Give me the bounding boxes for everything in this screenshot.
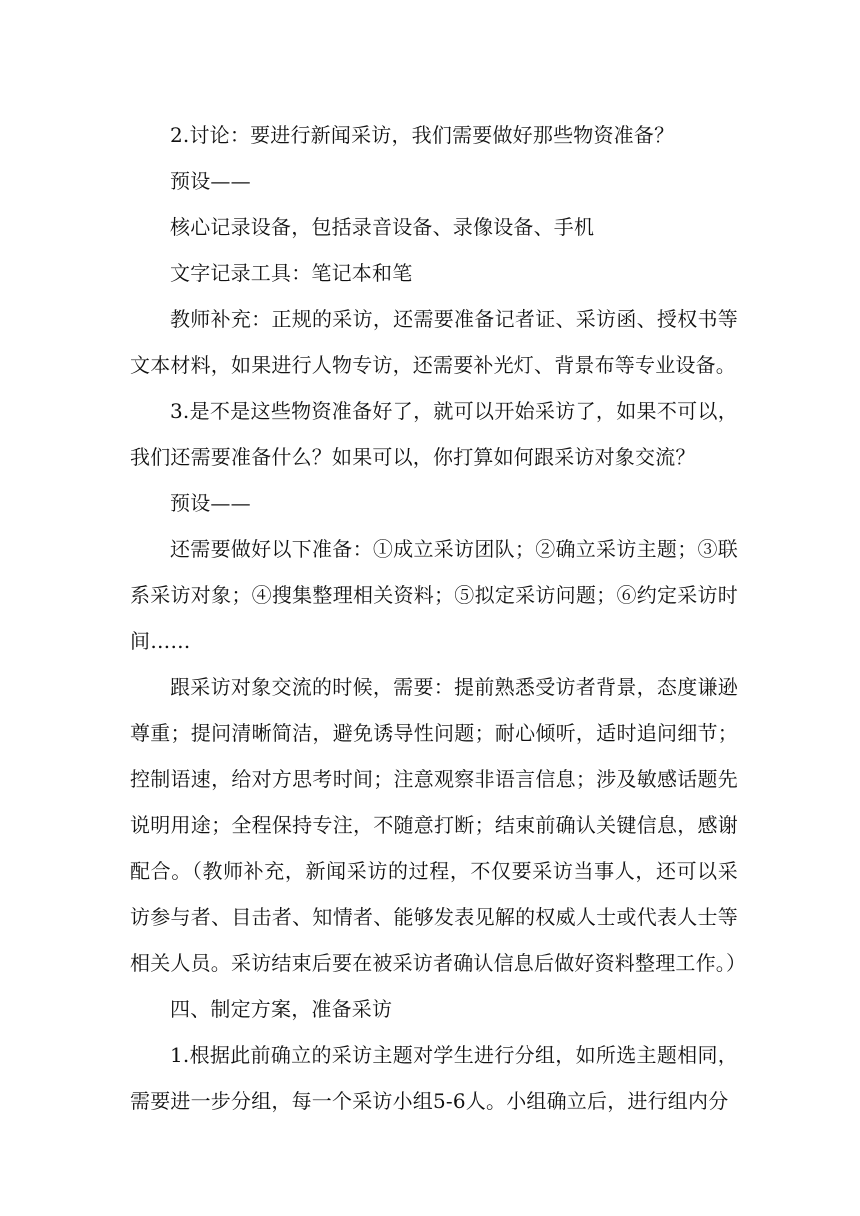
paragraph-preset-label: 预设—— xyxy=(170,169,251,193)
paragraph-core-recording-devices: 核心记录设备，包括录音设备、录像设备、手机 xyxy=(170,215,595,239)
paragraph-grouping: 1.根据此前确立的采访主题对学生进行分组，如所选主题相同，需要进一步分组，每一个采访小组5-6人。小组确立后，进行组内分 xyxy=(130,1043,738,1113)
paragraph-preset-label-2: 预设—— xyxy=(170,491,251,515)
paragraph-teacher-supplement: 教师补充：正规的采访，还需要准备记者证、采访函、授权书等文本材料，如果进行人物专访，还需要补光灯、背景布等专业设备。 xyxy=(130,307,738,377)
paragraph-discussion-question: 2.讨论：要进行新闻采访，我们需要做好那些物资准备？ xyxy=(170,123,675,147)
paragraph-preparation-list: 还需要做好以下准备：①成立采访团队；②确立采访主题；③联系采访对象；④搜集整理相关资料；⑤拟定采访问题；⑥约定采访时间…… xyxy=(130,537,738,653)
paragraph-text-recording-tools: 文字记录工具：笔记本和笔 xyxy=(170,261,413,285)
paragraph-question-3: 3.是不是这些物资准备好了，就可以开始采访了，如果不可以，我们还需要准备什么？如果可以，你打算如何跟采访对象交流？ xyxy=(130,399,738,469)
document-body xyxy=(130,112,747,1124)
paragraph-communication-tips: 跟采访对象交流的时候，需要：提前熟悉受访者背景，态度谦逊尊重；提问清晰简洁，避免诱导性问题；耐心倾听，适时追问细节；控制语速，给对方思考时间；注意观察非语言信息；涉及敏感话题先说明用途；全程保持专注，不随意打断；结束前确认关键信息，感谢配合。（教师补充，新闻采访的过程，不仅要采访当事人，还可以采访参与者、目击者、知情者、能够发表见解的权威人士或代表人士等相关人员。采访结束后要在被采访者确认信息后做好资料整理工作。） xyxy=(130,675,747,975)
section-heading-plan: 四、制定方案，准备采访 xyxy=(170,997,393,1021)
